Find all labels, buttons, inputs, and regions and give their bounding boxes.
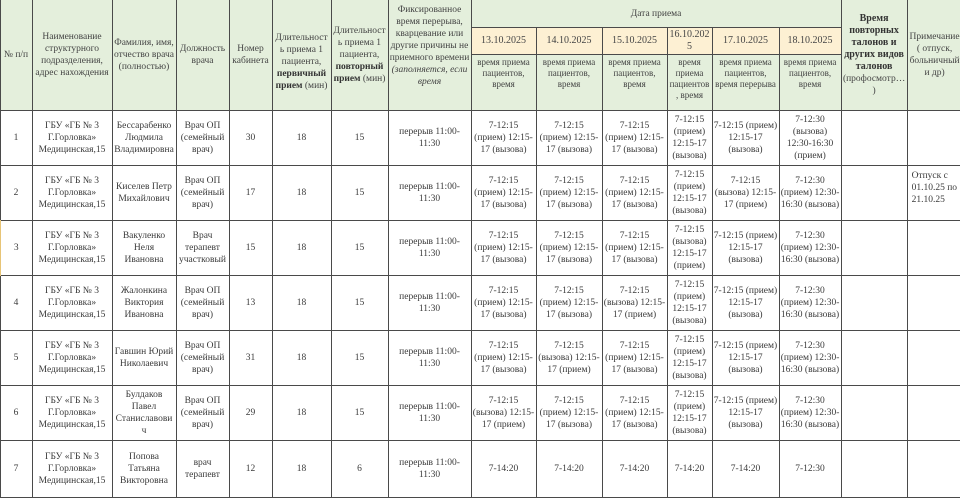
header-break [388,0,471,111]
row-primary: 18 [272,221,331,276]
header-primary-bold: первичный прием [275,69,327,91]
row-schedule-day-3: 7-12:15 (прием) 12:15-17 (вызова) [602,386,667,441]
header-position: Должность врача [176,0,229,111]
row-unit: ГБУ «ГБ № 3 Г.Горловка» Медицинская,15 [32,276,112,331]
row-talons [841,331,907,386]
header-room: Номер кабинета [229,0,272,111]
row-doctor-name: Бессарабенко Людмила Владимировна [112,111,176,166]
row-unit: ГБУ «ГБ № 3 Г.Горловка» Медицинская,15 [32,221,112,276]
row-room: 17 [229,166,272,221]
row-note [907,386,960,441]
header-primary-suffix: (мин) [304,81,328,91]
header-talons-suffix: (профосмотр… ) [842,74,906,96]
row-schedule-day-2: 7-12:15 (прием) 12:15-17 (вызова) [536,111,602,166]
row-break: перерыв 11:00-11:30 [388,386,471,441]
row-schedule-day-1: 7-12:15 (прием) 12:15-17 (вызова) [471,276,536,331]
row-talons [841,221,907,276]
header-unit: Наименование структурного подразделения, адрес нахождения [32,0,112,111]
row-primary: 18 [272,441,331,498]
row-room: 13 [229,276,272,331]
row-doctor-name: Гавшин Юрий Николаевич [112,331,176,386]
header-date-sub-1: время приема пациентов, время [471,55,536,111]
row-schedule-day-3: 7-12:15 (вызова) 12:15-17 (прием) [602,276,667,331]
table-row [0,111,960,166]
row-num: 7 [0,441,32,498]
row-schedule-day-6: 7-12:30 (вызова) 12:30-16:30 (прием) [779,111,841,166]
row-note [907,276,960,331]
row-schedule-day-2: 7-12:15 (вызова) 12:15-17 (прием) [536,331,602,386]
header-date-6: 18.10.2025 [779,28,841,55]
row-num: 4 [0,276,32,331]
row-unit: ГБУ «ГБ № 3 Г.Горловка» Медицинская,15 [32,331,112,386]
header-primary-duration [272,0,331,111]
row-schedule-day-2: 7-14:20 [536,441,602,498]
row-schedule-day-6: 7-12:30 (прием) 12:30-16:30 (вызова) [779,276,841,331]
row-schedule-day-2: 7-12:15 (прием) 12:15-17 (вызова) [536,386,602,441]
row-schedule-day-4: 7-12:15 (прием) 12:15-17 (вызова) [667,166,712,221]
row-primary: 18 [272,386,331,441]
table-row [0,441,960,498]
header-repeat-suffix: (мин) [362,74,386,84]
row-schedule-day-4: 7-12:15 (прием) 12:15-17 (вызова) [667,276,712,331]
header-num: № п/п [0,0,32,111]
row-doctor-name: Жалонкина Виктория Ивановна [112,276,176,331]
row-talons [841,386,907,441]
row-note [907,441,960,498]
header-dates-group: Дата приема [471,0,841,28]
header-date-sub-4: время приема пациентов, время [667,55,712,111]
table-row [0,276,960,331]
row-doctor-name: Вакуленко Неля Ивановна [112,221,176,276]
row-unit: ГБУ «ГБ № 3 Г.Горловка» Медицинская,15 [32,386,112,441]
header-repeat-prefix: Длительность приема 1 пациента, [333,26,386,60]
row-schedule-day-5: 7-12:15 (прием) 12:15-17 (вызова) [712,386,779,441]
row-break: перерыв 11:00-11:30 [388,441,471,498]
row-schedule-day-2: 7-12:15 (прием) 12:15-17 (вызова) [536,166,602,221]
row-break: перерыв 11:00-11:30 [388,166,471,221]
row-schedule-day-6: 7-12:30 (прием) 12:30-16:30 (вызова) [779,331,841,386]
row-room: 30 [229,111,272,166]
row-schedule-day-2: 7-12:15 (прием) 12:15-17 (вызова) [536,221,602,276]
row-schedule-day-1: 7-12:15 (вызова) 12:15-17 (прием) [471,386,536,441]
header-notes: Примечание ( отпуск, больничный и др) [907,0,960,111]
row-room: 15 [229,221,272,276]
row-schedule-day-3: 7-12:15 (прием) 12:15-17 (вызова) [602,166,667,221]
row-schedule-day-5: 7-12:15 (прием) 12:15-17 (вызова) [712,221,779,276]
row-repeat: 15 [331,276,388,331]
row-note [907,111,960,166]
table-body [0,111,960,498]
header-repeat-duration [331,0,388,111]
row-schedule-day-3: 7-12:15 (прием) 12:15-17 (вызова) [602,221,667,276]
row-schedule-day-6: 7-12:30 [779,441,841,498]
row-primary: 18 [272,111,331,166]
header-date-5: 17.10.2025 [712,28,779,55]
row-schedule-day-6: 7-12:30 (прием) 12:30-16:30 (вызова) [779,166,841,221]
row-schedule-day-4: 7-12:15 (прием) 12:15-17 (вызова) [667,331,712,386]
row-unit: ГБУ «ГБ № 3 Г.Горловка» Медицинская,15 [32,166,112,221]
header-break-main: Фиксированное время перерыва, кварцевание или другие причины не приемного времени [389,5,470,63]
row-schedule-day-4: 7-14:20 [667,441,712,498]
row-note [907,221,960,276]
row-doctor-name: Киселев Петр Михайлович [112,166,176,221]
table-row [0,166,960,221]
row-repeat: 6 [331,441,388,498]
header-break-italic: (заполняется, если время [391,65,468,87]
row-position: Врач ОП (семейный врач) [176,276,229,331]
row-num: 2 [0,166,32,221]
header-date-sub-6: время приема пациентов, время [779,55,841,111]
row-repeat: 15 [331,331,388,386]
row-doctor-name: Попова Татьяна Викторовна [112,441,176,498]
row-room: 12 [229,441,272,498]
row-position: Врач ОП (семейный врач) [176,386,229,441]
row-position: Врач ОП (семейный врач) [176,331,229,386]
header-doctor-name: Фамилия, имя, отчество врача (полностью) [112,0,176,111]
header-date-sub-2: время приема пациентов, время [536,55,602,111]
row-schedule-day-1: 7-14:20 [471,441,536,498]
row-position: Врач ОП (семейный врач) [176,166,229,221]
header-talons-bold: Время повторных талонов и других видов талонов [844,13,904,72]
row-schedule-day-1: 7-12:15 (прием) 12:15-17 (вызова) [471,221,536,276]
row-repeat: 15 [331,166,388,221]
header-date-4: 16.10.2025 [667,28,712,55]
header-date-3: 15.10.2025 [602,28,667,55]
row-primary: 18 [272,166,331,221]
row-schedule-day-4: 7-12:15 (прием) 12:15-17 (вызова) [667,111,712,166]
row-num: 1 [0,111,32,166]
row-num: 3 [0,221,32,276]
row-schedule-day-1: 7-12:15 (прием) 12:15-17 (вызова) [471,166,536,221]
row-schedule-day-1: 7-12:15 (прием) 12:15-17 (вызова) [471,111,536,166]
row-talons [841,166,907,221]
row-repeat: 15 [331,386,388,441]
row-doctor-name: Булдаков Павел Станиславович [112,386,176,441]
row-position: врач терапевт [176,441,229,498]
row-schedule-day-3: 7-12:15 (прием) 12:15-17 (вызова) [602,111,667,166]
row-position: Врач ОП (семейный врач) [176,111,229,166]
row-unit: ГБУ «ГБ № 3 Г.Горловка» Медицинская,15 [32,441,112,498]
row-repeat: 15 [331,221,388,276]
row-num: 5 [0,331,32,386]
row-schedule-day-6: 7-12:30 (прием) 12:30-16:30 (вызова) [779,221,841,276]
row-schedule-day-5: 7-12:15 (прием) 12:15-17 (вызова) [712,331,779,386]
row-schedule-day-2: 7-12:15 (прием) 12:15-17 (вызова) [536,276,602,331]
table-row [0,221,960,276]
row-room: 29 [229,386,272,441]
row-schedule-day-5: 7-14:20 [712,441,779,498]
header-date-2: 14.10.2025 [536,28,602,55]
row-note [907,331,960,386]
row-note: Отпуск с 01.10.25 по 21.10.25 [907,166,960,221]
row-schedule-day-4: 7-12:15 (прием) 12:15-17 (вызова) [667,386,712,441]
row-talons [841,111,907,166]
header-date-sub-5: время приема пациентов, время перерыва [712,55,779,111]
header-date-sub-3: время приема пациентов, время [602,55,667,111]
row-room: 31 [229,331,272,386]
row-schedule-day-5: 7-12:15 (прием) 12:15-17 (вызова) [712,111,779,166]
row-schedule-day-1: 7-12:15 (прием) 12:15-17 (вызова) [471,331,536,386]
row-primary: 18 [272,331,331,386]
header-date-1: 13.10.2025 [471,28,536,55]
row-position: Врач терапевт участковый [176,221,229,276]
row-break: перерыв 11:00-11:30 [388,221,471,276]
header-primary-prefix: Длительность приема 1 пациента, [275,33,328,67]
row-break: перерыв 11:00-11:30 [388,331,471,386]
row-schedule-day-4: 7-12:15 (вызова) 12:15-17 (прием) [667,221,712,276]
row-schedule-day-6: 7-12:30 (прием) 12:30-16:30 (вызова) [779,386,841,441]
table-row [0,331,960,386]
table-row [0,386,960,441]
row-schedule-day-3: 7-14:20 [602,441,667,498]
row-unit: ГБУ «ГБ № 3 Г.Горловка» Медицинская,15 [32,111,112,166]
row-talons [841,276,907,331]
row-break: перерыв 11:00-11:30 [388,111,471,166]
row-schedule-day-5: 7-12:15 (прием) 12:15-17 (вызова) [712,276,779,331]
row-schedule-day-3: 7-12:15 (прием) 12:15-17 (вызова) [602,331,667,386]
row-primary: 18 [272,276,331,331]
row-talons [841,441,907,498]
row-break: перерыв 11:00-11:30 [388,276,471,331]
table-header [0,0,960,111]
row-num: 6 [0,386,32,441]
row-schedule-day-5: 7-12:15 (вызова) 12:15-17 (прием) [712,166,779,221]
header-talons [841,0,907,111]
row-repeat: 15 [331,111,388,166]
header-repeat-bold: повторный прием [333,62,384,84]
